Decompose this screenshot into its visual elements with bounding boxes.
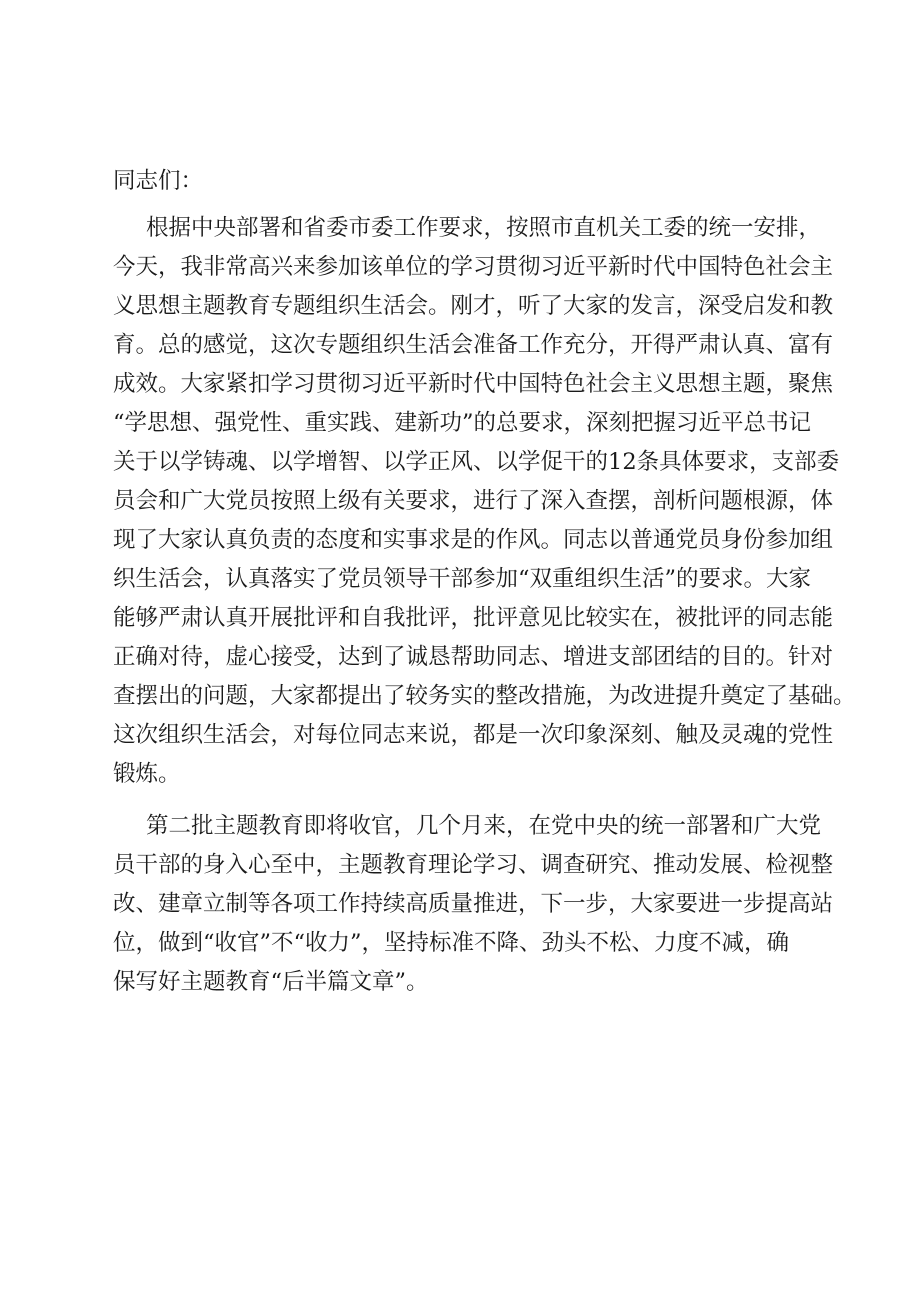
paragraph-line: “学思想、强党性、重实践、建新功”的总要求，深刻把握习近平总书记 <box>113 410 812 436</box>
document-body <box>113 162 856 1015</box>
paragraph-line: 保写好主题教育“后半篇文章”。 <box>113 969 429 995</box>
paragraph-line: 改、建章立制等各项工作持续高质量推进，下一步，大家要进一步提高站 <box>113 891 834 917</box>
paragraph-line: 成效。大家紧扣学习贯彻习近平新时代中国特色社会主义思想主题，聚焦 <box>113 371 834 397</box>
paragraph-line: 今天，我非常高兴来参加该单位的学习贯彻习近平新时代中国特色社会主 <box>113 254 834 280</box>
paragraph-line: 第二批主题教育即将收官，几个月来，在党中央的统一部署和广大党 <box>146 813 822 839</box>
paragraph-line: 能够严肃认真开展批评和自我批评，批评意见比较实在，被批评的同志能 <box>113 605 834 631</box>
paragraph-line: 正确对待，虚心接受，达到了诚恳帮助同志、增进支部团结的目的。针对 <box>113 644 834 670</box>
paragraph-line: 育。总的感觉，这次专题组织生活会准备工作充分，开得严肃认真、富有 <box>113 332 834 358</box>
paragraph-line: 查摆出的问题，大家都提出了较务实的整改措施，为改进提升奠定了基础。 <box>113 683 856 709</box>
paragraph-line: 根据中央部署和省委市委工作要求，按照市直机关工委的统一安排， <box>146 215 822 241</box>
paragraph-line: 员干部的身入心至中，主题教育理论学习、调查研究、推动发展、检视整 <box>113 852 834 878</box>
paragraph-2 <box>113 807 833 1002</box>
paragraph-line: 锻炼。 <box>113 761 181 787</box>
paragraph-line: 织生活会，认真落实了党员领导干部参加“双重组织生活”的要求。大家 <box>113 566 812 592</box>
paragraph-line: 义思想主题教育专题组织生活会。刚才，听了大家的发言，深受启发和教 <box>113 293 834 319</box>
paragraph-line: 关于以学铸魂、以学增智、以学正风、以学促干的12条具体要求，支部委 <box>113 449 840 475</box>
paragraph-line: 这次组织生活会，对每位同志来说，都是一次印象深刻、触及灵魂的党性 <box>113 722 834 748</box>
salutation: 同志们： <box>113 168 204 194</box>
paragraph-line: 员会和广大党员按照上级有关要求，进行了深入查摆，剖析问题根源，体 <box>113 488 834 514</box>
paragraph-1 <box>113 209 856 794</box>
paragraph-line: 位，做到“收官”不“收力”，坚持标准不降、劲头不松、力度不减，确 <box>113 930 790 956</box>
paragraph-line: 现了大家认真负责的态度和实事求是的作风。同志以普通党员身份参加组 <box>113 527 834 553</box>
